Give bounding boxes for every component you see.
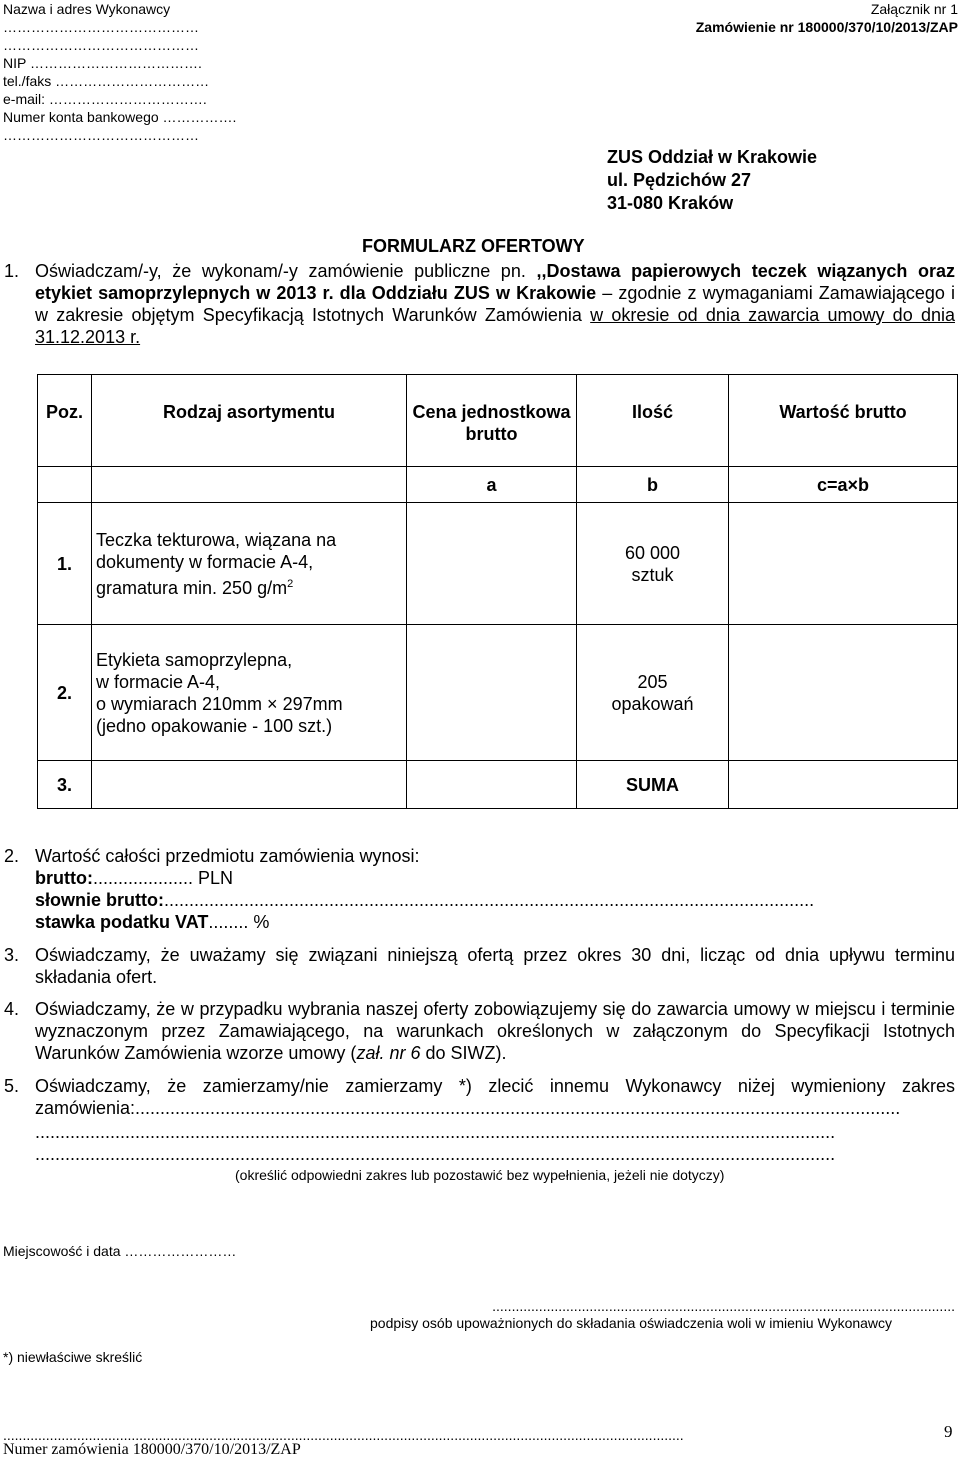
row-2-qty (577, 625, 729, 761)
row-1-qty-unit: sztuk (631, 564, 674, 585)
formula-c: c=a×b (729, 467, 958, 503)
row-1-desc-line-2: dokumenty w formacie A-4, (96, 551, 314, 572)
sum-label: SUMA (577, 761, 729, 809)
contractor-fax: tel./faks …………………………… (3, 73, 210, 89)
header-type: Rodzaj asortymentu (92, 375, 407, 467)
recipient-line-2: ul. Pędzichów 27 (607, 170, 752, 190)
recipient-line-1: ZUS Oddział w Krakowie (607, 147, 818, 167)
formula-pos (38, 467, 92, 503)
table-row (38, 503, 958, 625)
point-1-intro: Oświadczam/-y, że wykonam/-y zamówienie publiczne pn. (35, 261, 526, 281)
table-header-row (38, 375, 958, 467)
point-5-text (35, 1075, 955, 1119)
vat-line (35, 911, 269, 933)
point-1-text (35, 260, 955, 348)
point-3-number: 3. (4, 945, 20, 965)
point-5-body: Oświadczamy, że zamierzamy/nie zamierzamy *) zlecić innemu Wykonawcy niżej wymieniony zakres zamówienia: (35, 1076, 955, 1118)
header-qty: Ilość (577, 375, 729, 467)
vat-label: stawka podatku VAT (35, 912, 209, 932)
point-2-text: Wartość całości przedmiotu zamówienia wynosi: (35, 846, 420, 866)
gross-label: brutto: (35, 868, 93, 888)
formula-b: b (577, 467, 729, 503)
contractor-dots-2: …………………………………… (3, 37, 199, 53)
point-5-dots-a: ......................................................................................................................................................... (135, 1098, 901, 1118)
row-2-desc-line-1: Etykieta samoprzylepna, (96, 649, 293, 670)
gross-line (35, 867, 233, 889)
row-2-desc (92, 625, 407, 761)
vat-dots: ........ (208, 912, 249, 932)
sum-value (729, 761, 958, 809)
header-price: Cena jednostkowa brutto (407, 375, 577, 467)
form-title: FORMULARZ OFERTOWY (362, 236, 585, 256)
row-2-qty-unit: opakowań (611, 693, 694, 714)
contractor-bank: Numer konta bankowego ……………. (3, 109, 237, 125)
contractor-nip: NIP ………………………………. (3, 55, 202, 71)
words-label: słownie brutto: (35, 890, 164, 910)
table-formula-row (38, 467, 958, 503)
point-1-dash: – (602, 283, 613, 303)
row-1-pos: 1. (38, 503, 92, 625)
row-2-desc-line-4: (jedno opakowanie - 100 szt.) (96, 715, 333, 736)
vat-unit: % (253, 912, 270, 932)
point-5-number: 5. (4, 1076, 20, 1096)
words-line (35, 889, 955, 911)
signature-caption: podpisy osób upoważnionych do składania oświadczenia woli w imieniu Wykonawcy (370, 1315, 893, 1331)
offer-table (37, 374, 958, 809)
place-date: Miejscowość i data …………………… (3, 1243, 237, 1259)
row-1-price (407, 503, 577, 625)
row-2-pos: 2. (38, 625, 92, 761)
row-2-value (729, 625, 958, 761)
row-1-desc (92, 503, 407, 625)
contractor-email: e-mail: ……………………………. (3, 91, 207, 107)
footer-order-number: Numer zamówienia 180000/370/10/2013/ZAP (3, 1441, 301, 1458)
sum-type (92, 761, 407, 809)
row-2-desc-line-3: o wymiarach 210mm × 297mm (96, 693, 343, 714)
words-dots: .................................................................................................................................. (164, 890, 815, 910)
point-1-rest: zgodnie z wymaganiami Zamawiającego i w zakresie objętym Specyfikacją Istotnych Warunków Zamówienia (35, 283, 955, 325)
point-4-body: Oświadczamy, że w przypadku wybrania naszej oferty zobowiązujemy się do zawarcia umowy w miejscu i terminie wyznaczonym przez Zamawiającego, na warunkach określonych w załączonym do Specyfikacji Istotnych Warunków Zamówienia wzorze umowy ( (35, 999, 955, 1063)
point-1-number: 1. (4, 261, 20, 281)
table-row (38, 625, 958, 761)
point-1-subject: Dostawa papierowych teczek wiązanych oraz etykiet samoprzylepnych w 2013 r. dla Oddziału ZUS w Krakowie (35, 261, 956, 303)
row-2-qty-value: 205 (637, 671, 668, 692)
footer-dots: ............................................................................................................................................................................... (3, 1427, 684, 1443)
contractor-heading: Nazwa i adres Wykonawcy (3, 1, 171, 17)
point-3-text: Oświadczamy, że uważamy się związani niniejszą ofertą przez okres 30 dni, licząc od dnia upływu terminu składania ofert. (35, 945, 955, 987)
row-2-price (407, 625, 577, 761)
gross-unit: PLN (198, 868, 234, 888)
row-1-superscript: 2 (287, 577, 294, 590)
sum-pos: 3. (38, 761, 92, 809)
signature-dots: ....................................................................................................................... (492, 1298, 955, 1314)
point-4-end: do SIWZ). (420, 1043, 507, 1063)
row-2-desc-line-2: w formacie A-4, (96, 671, 221, 692)
row-1-desc-line-1: Teczka tekturowa, wiązana na (96, 529, 337, 550)
recipient-line-3: 31-080 Kraków (607, 193, 734, 213)
footnote: *) niewłaściwe skreślić (3, 1349, 143, 1365)
row-1-desc-line-3-wrap (96, 573, 402, 599)
page-number: 9 (944, 1422, 953, 1441)
row-1-value (729, 503, 958, 625)
header-pos: Poz. (38, 375, 92, 467)
point-4-italic: zał. nr 6 (356, 1043, 421, 1063)
point-5-note: (określić odpowiedni zakres lub pozostawić bez wypełnienia, jeżeli nie dotyczy) (235, 1167, 725, 1183)
row-1-qty-value: 60 000 (624, 542, 681, 563)
point-1-period: w okresie od dnia zawarcia umowy do dnia 31.12.2013 r. (35, 305, 955, 347)
point-2-number: 2. (4, 846, 20, 866)
point-1-quote: ,, (536, 261, 547, 281)
gross-dots: .................... (92, 868, 194, 888)
header-value: Wartość brutto (729, 375, 958, 467)
row-1-qty (577, 503, 729, 625)
table-sum-row (38, 761, 958, 809)
point-4-number: 4. (4, 999, 20, 1019)
formula-a: a (407, 467, 577, 503)
sum-price (407, 761, 577, 809)
point-5-dots-c: ................................................................................................................................................................ (35, 1144, 836, 1164)
order-number: Zamówienie nr 180000/370/10/2013/ZAP (695, 19, 958, 35)
formula-type (92, 467, 407, 503)
point-4-text (35, 998, 955, 1064)
attachment-label: Załącznik nr 1 (870, 1, 958, 17)
contractor-dots-3: …………………………………… (3, 127, 199, 143)
contractor-dots-1: …………………………………… (3, 19, 199, 35)
point-5-dots-b: ................................................................................................................................................................ (35, 1122, 836, 1142)
row-1-desc-line-3: gramatura min. 250 g/m (96, 577, 288, 598)
